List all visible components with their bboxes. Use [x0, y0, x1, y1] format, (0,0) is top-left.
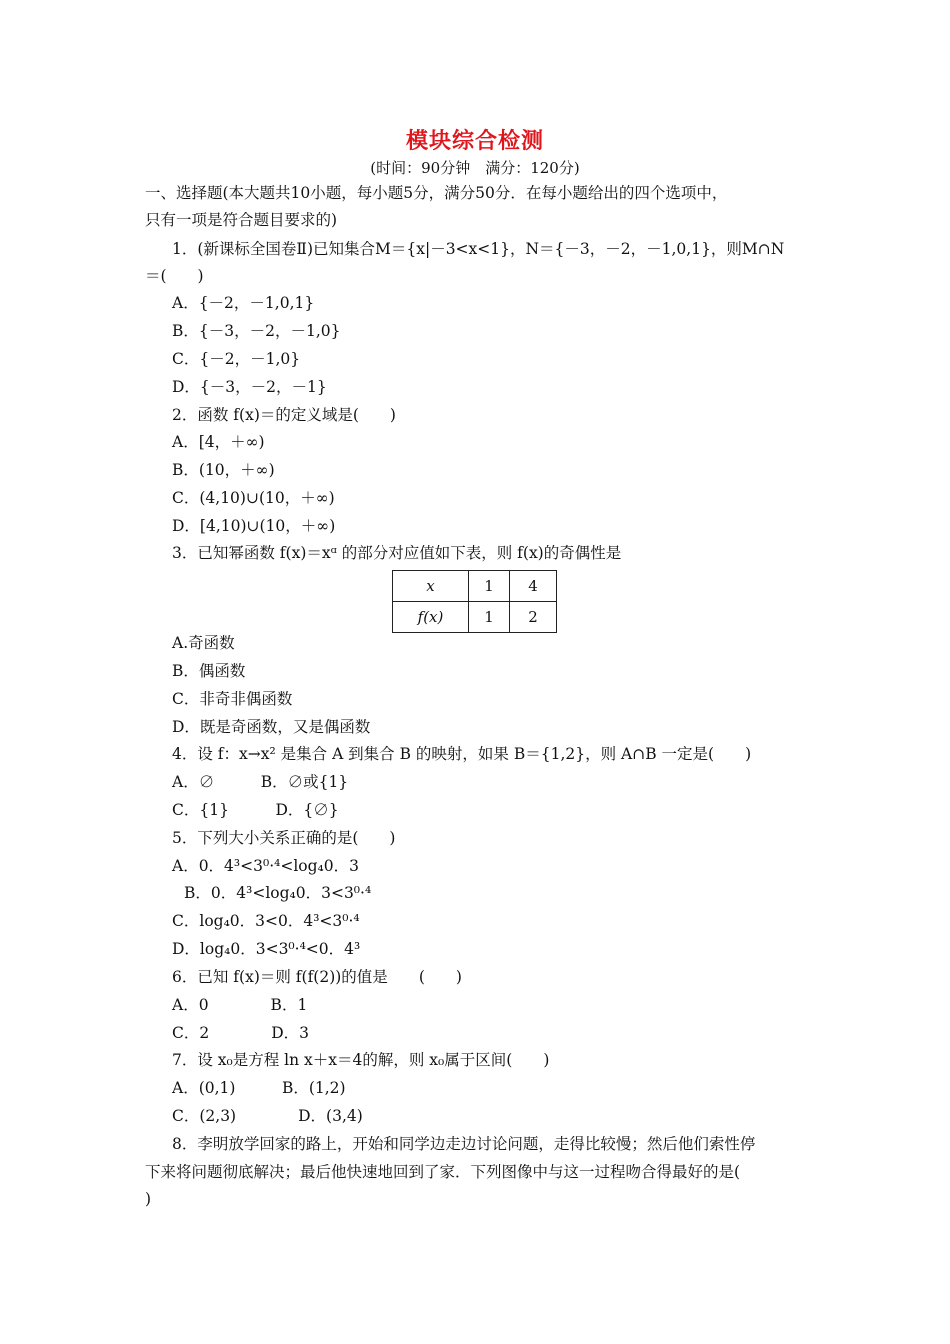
q2-option-d: D．[4,10)∪(10，＋∞)	[172, 517, 336, 535]
section-heading: 一、选择题(本大题共10小题，每小题5分，满分50分．在每小题给出的四个选项中，	[145, 184, 728, 202]
q1-option-d: D．{－3，－2，－1}	[172, 378, 327, 396]
q1-option-c: C．{－2，－1,0}	[172, 350, 301, 368]
q3-option-b: B．偶函数	[172, 662, 246, 680]
q4-options-ab: A．∅ B．∅或{1}	[172, 773, 349, 791]
q3-option-d: D．既是奇函数，又是偶函数	[172, 718, 371, 736]
q5-option-a: A．0．4³<3⁰·⁴<log₄0．3	[172, 857, 359, 875]
q7-options-ab: A．(0,1) B．(1,2)	[172, 1079, 346, 1097]
question-8-cont: 下来将问题彻底解决；最后他快速地回到了家．下列图像中与这一过程吻合得最好的是(	[145, 1163, 741, 1181]
question-1-cont: ＝( )	[145, 267, 204, 285]
q2-option-c: C．(4,10)∪(10，＋∞)	[172, 489, 335, 507]
table-cell: 1	[469, 602, 510, 633]
q6-options-ab: A．0 B．1	[172, 996, 308, 1014]
section-heading-cont: 只有一项是符合题目要求的)	[145, 211, 338, 229]
question-7: 7．设 x₀是方程 ln x＋x＝4的解，则 x₀属于区间( )	[172, 1051, 550, 1069]
table-cell: x	[393, 571, 469, 602]
table-row	[393, 571, 557, 602]
question-2: 2．函数 f(x)＝的定义域是( )	[172, 406, 396, 424]
q6-options-cd: C．2 D．3	[172, 1024, 310, 1042]
table-cell: f(x)	[393, 602, 469, 633]
q2-option-b: B．(10，＋∞)	[172, 461, 275, 479]
question-6: 6．已知 f(x)＝则 f(f(2))的值是 ( )	[172, 968, 462, 986]
q3-option-a: A.奇函数	[172, 634, 235, 652]
table-row	[393, 602, 557, 633]
question-8-end: )	[145, 1190, 152, 1208]
q5-option-d: D．log₄0．3<3⁰·⁴<0．4³	[172, 940, 361, 958]
q7-options-cd: C．(2,3) D．(3,4)	[172, 1107, 363, 1125]
question-3: 3．已知幂函数 f(x)＝xᵅ 的部分对应值如下表，则 f(x)的奇偶性是	[172, 544, 622, 562]
q3-option-c: C．非奇非偶函数	[172, 690, 293, 708]
page-title: 模块综合检测	[405, 129, 544, 154]
table-cell: 1	[469, 571, 510, 602]
q4-options-cd: C．{1} D．{∅}	[172, 801, 339, 819]
question-8: 8．李明放学回家的路上，开始和同学边走边讨论问题，走得比较慢；然后他们索性停	[172, 1135, 756, 1153]
q2-option-a: A．[4，＋∞)	[172, 433, 265, 451]
table-cell: 2	[510, 602, 557, 633]
q1-option-b: B．{－3，－2，－1,0}	[172, 322, 341, 340]
value-table	[392, 570, 557, 633]
question-4: 4．设 f：x→x² 是集合 A 到集合 B 的映射，如果 B＝{1,2}，则 A∩B 一定是( )	[172, 745, 752, 763]
question-1: 1．(新课标全国卷Ⅱ)已知集合M＝{x|－3<x<1}，N＝{－3，－2，－1,0,1}，则M∩N	[172, 240, 785, 258]
q5-option-c: C．log₄0．3<0．4³<3⁰·⁴	[172, 912, 360, 930]
page-subtitle: (时间：90分钟 满分：120分)	[370, 159, 580, 177]
q1-option-a: A．{－2，－1,0,1}	[172, 294, 315, 312]
table-cell: 4	[510, 571, 557, 602]
q5-option-b: B．0．4³<log₄0．3<3⁰·⁴	[184, 884, 372, 902]
question-5: 5．下列大小关系正确的是( )	[172, 829, 396, 847]
